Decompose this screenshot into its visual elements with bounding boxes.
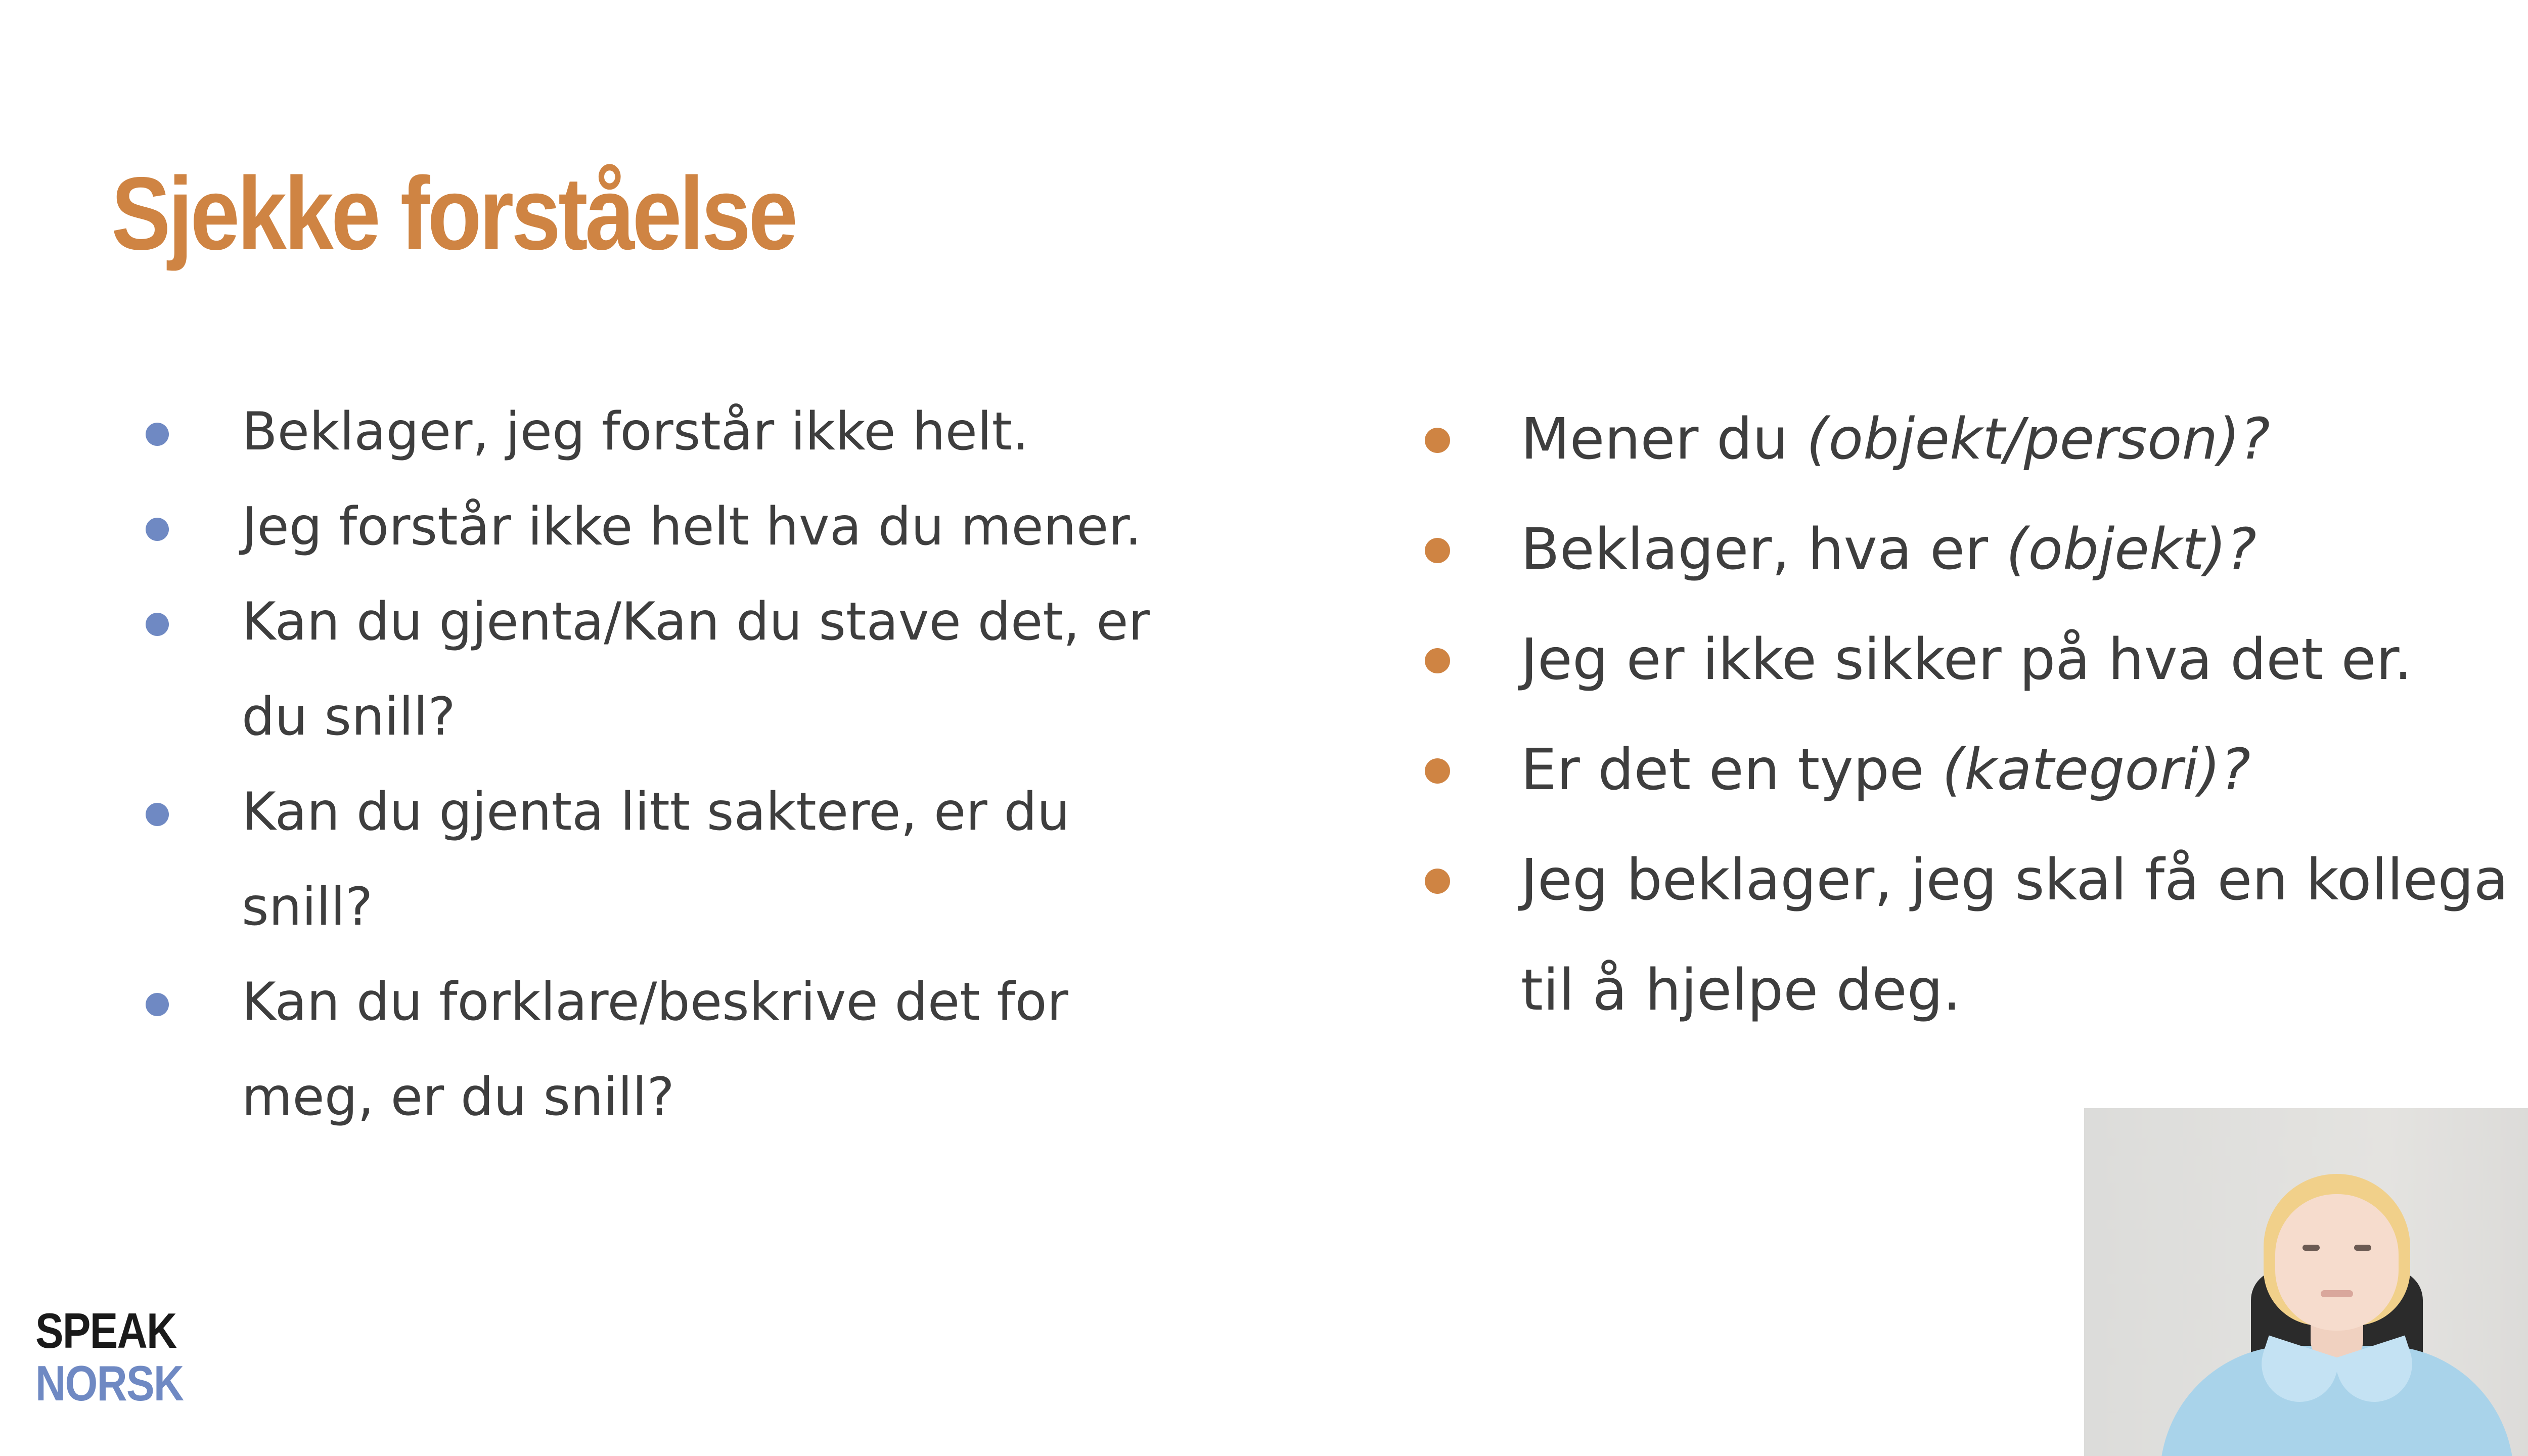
logo-line-speak: SPEAK [35, 1303, 176, 1358]
bullet-dot-icon [146, 518, 169, 541]
list-item [242, 574, 1202, 764]
phrase-text: Jeg er ikke sikker på hva det er. [1521, 627, 2412, 693]
slide-title: Sjekke forståelse [111, 156, 795, 271]
list-item [242, 384, 1202, 479]
phrase-text: Beklager, jeg forstår ikke helt. [242, 401, 1029, 462]
phrase-text: Mener du [1521, 406, 1807, 472]
phrase-text: Beklager, hva er [1521, 517, 2006, 582]
left-phrase-list [242, 384, 1202, 1145]
presenter-eye-right [2354, 1245, 2371, 1251]
presenter-mouth [2321, 1290, 2353, 1297]
bullet-dot-icon [146, 613, 169, 636]
phrase-text: Kan du gjenta/Kan du stave det, er du snill? [242, 592, 1150, 747]
bullet-dot-icon [146, 993, 169, 1016]
presenter-face [2275, 1194, 2399, 1331]
logo-line-norsk: NORSK [35, 1355, 184, 1411]
bullet-dot-icon [146, 803, 169, 826]
list-item [1521, 384, 2512, 494]
right-phrase-list [1521, 384, 2512, 1045]
bullet-dot-icon [146, 423, 169, 446]
bullet-dot-icon [1425, 869, 1450, 894]
presenter-eye-left [2303, 1245, 2320, 1251]
list-item [1521, 605, 2512, 715]
list-item [1521, 825, 2512, 1045]
list-item [242, 764, 1202, 954]
phrase-text: Jeg forstår ikke helt hva du mener. [242, 496, 1142, 557]
presenter-webcam-video [2084, 1108, 2528, 1456]
phrase-placeholder: (objekt/person)? [1806, 406, 2270, 472]
list-item [242, 954, 1202, 1145]
bullet-dot-icon [1425, 428, 1450, 453]
phrase-text: Kan du forklare/beskrive det for meg, er du snill? [242, 972, 1069, 1127]
list-item [1521, 494, 2512, 605]
list-item [242, 479, 1202, 574]
bullet-dot-icon [1425, 758, 1450, 784]
list-item [1521, 715, 2512, 825]
phrase-placeholder: (objekt)? [2006, 517, 2256, 582]
bullet-dot-icon [1425, 538, 1450, 563]
speak-norsk-logo [35, 1304, 183, 1409]
bullet-dot-icon [1425, 648, 1450, 673]
phrase-text: Jeg beklager, jeg skal få en kollega til å hjelpe deg. [1521, 847, 2509, 1023]
phrase-placeholder: (kategori)? [1942, 737, 2251, 803]
phrase-text: Kan du gjenta litt saktere, er du snill? [242, 782, 1070, 937]
phrase-text: Er det en type [1521, 737, 1943, 803]
